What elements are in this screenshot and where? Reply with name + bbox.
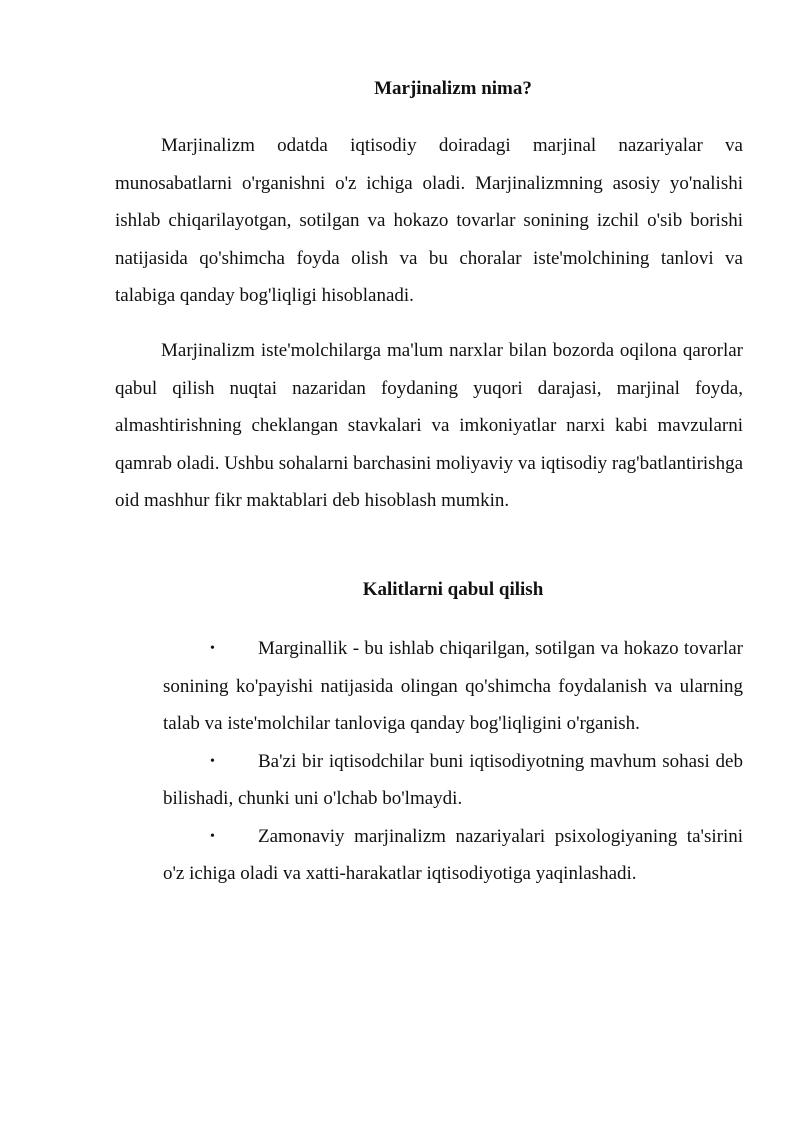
list-item <box>163 743 743 818</box>
bullet-icon: • <box>210 753 215 769</box>
list-item <box>163 818 743 893</box>
paragraph-scope: Marjinalizm iste'molchilarga ma'lum narxlar bilan bozorda oqilona qarorlar qabul qilish nuqtai nazaridan foydaning yuqori darajasi, marjinal foyda, almashtirishning cheklangan stavkalari va imkoniyatlar narxi kabi mavzularni qamrab oladi. Ushbu sohalarni barchasini moliyaviy va iqtisodiy rag'batlantirishga oid mashhur fikr maktablari deb hisoblash mumkin. <box>115 340 743 511</box>
key-takeaways-list <box>163 630 743 893</box>
section-title: Kalitlarni qabul qilish <box>362 579 544 600</box>
bullet-icon: • <box>210 828 215 844</box>
page-title: Marjinalizm nima? <box>374 78 532 99</box>
list-item <box>163 630 743 743</box>
paragraph-intro: Marjinalizm odatda iqtisodiy doiradagi marjinal nazariyalar va munosabatlarni o'rganishni o'z ichiga oladi. Marjinalizmning asosiy yo'nalishi ishlab chiqarilayotgan, sotilgan va hokazo tovarlar sonining izchil o'sib borishi natijasida qo'shimcha foyda olish va bu choralar iste'molchining tanlovi va talabiga qanday bog'liqligi hisoblanadi. <box>115 135 743 306</box>
bullet-icon: • <box>210 641 215 656</box>
list-item-text: Ba'zi bir iqtisodchilar buni iqtisodiyotning mavhum sohasi deb bilishadi, chunki uni o'lchab bo'lmaydi. <box>163 750 743 809</box>
list-item-text: Zamonaviy marjinalizm nazariyalari psixologiyaning ta'sirini o'z ichiga oladi va xatti-harakatlar iqtisodiyotiga yaqinlashadi. <box>163 825 743 884</box>
list-item-text: Marginallik - bu ishlab chiqarilgan, sotilgan va hokazo tovarlar sonining ko'payishi natijasida olingan qo'shimcha foydalanish va ularning talab va iste'molchilar tanloviga qanday bog'liqligini o'rganish. <box>163 638 743 734</box>
